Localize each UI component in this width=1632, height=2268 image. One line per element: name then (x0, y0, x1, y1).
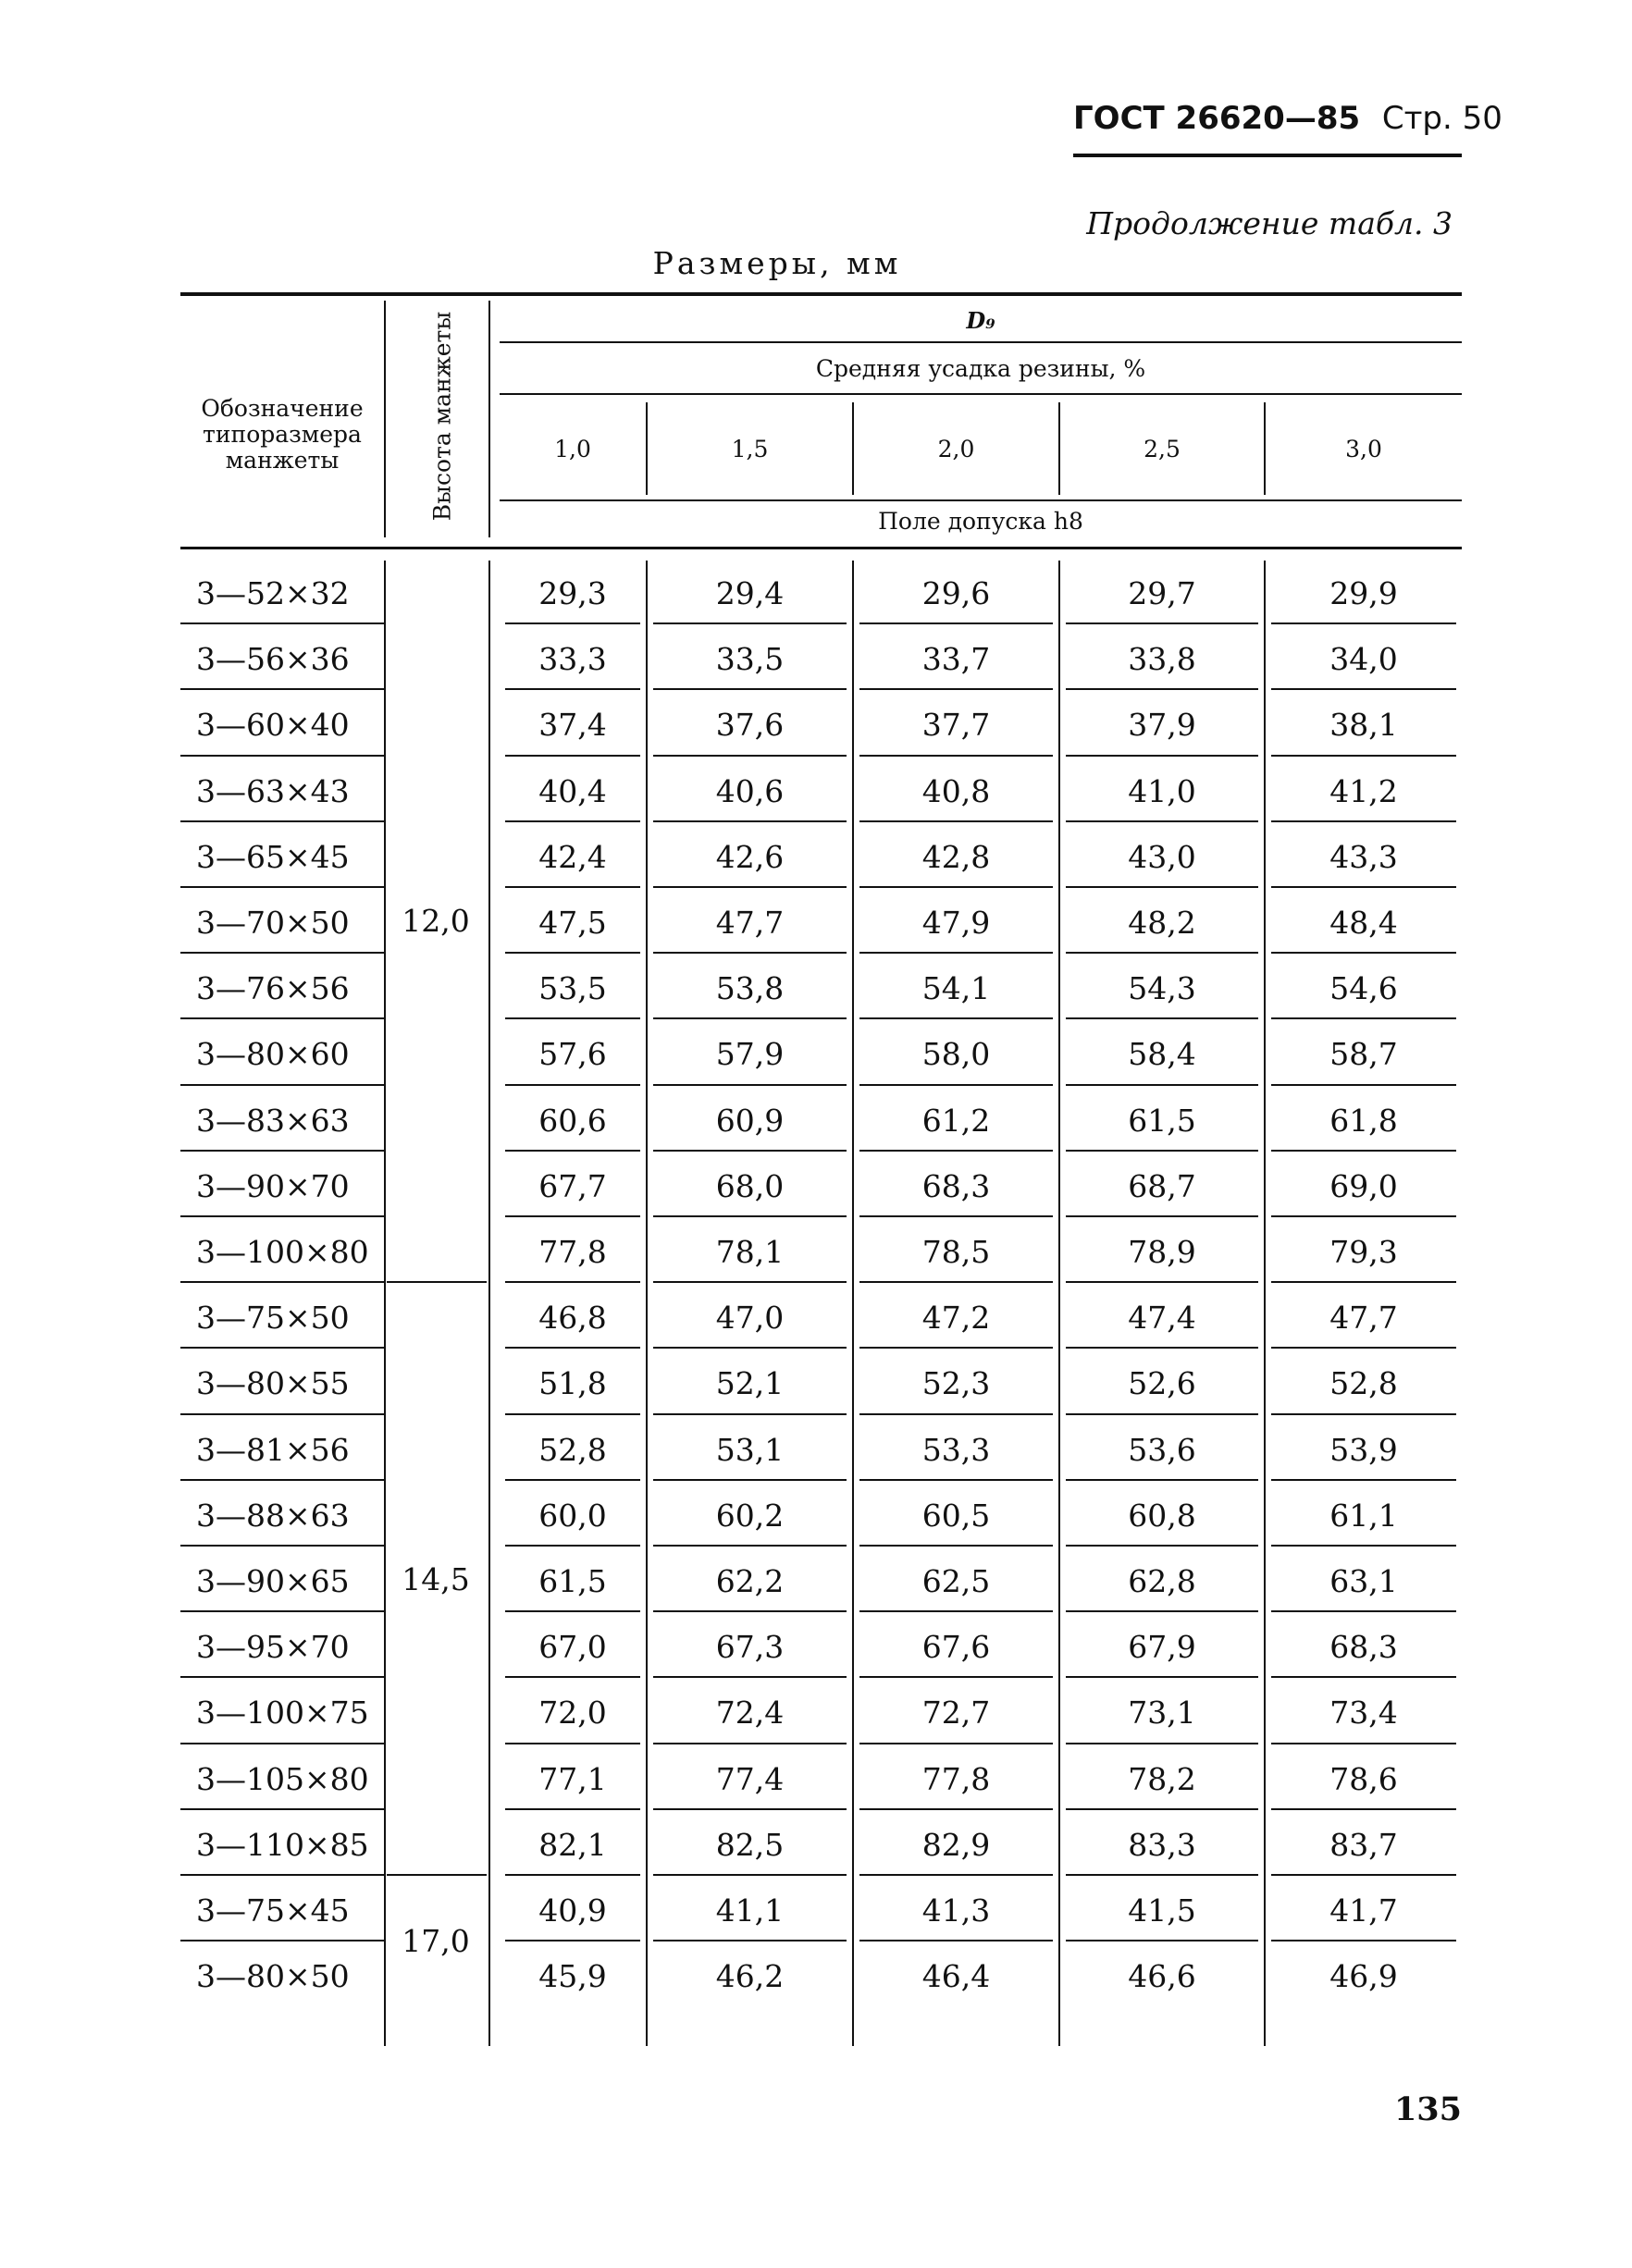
row-rule (505, 622, 640, 624)
row-rule (180, 622, 384, 624)
row-rule (859, 1150, 1053, 1152)
row-rule (505, 1676, 640, 1678)
value-cell: 46,2 (715, 1958, 785, 1995)
value-cell: 82,1 (538, 1826, 607, 1863)
units-caption: Размеры, мм (652, 245, 902, 281)
value-cell: 60,0 (538, 1497, 607, 1534)
designation-cell: 3—83×63 (196, 1102, 350, 1139)
row-rule (1271, 952, 1456, 954)
row-rule (1066, 1017, 1258, 1019)
row-rule (653, 1017, 847, 1019)
row-rule (859, 1808, 1053, 1810)
row-rule (180, 1281, 384, 1283)
value-cell: 43,0 (1128, 838, 1196, 875)
row-rule (653, 1479, 847, 1481)
value-cell: 72,7 (921, 1695, 991, 1732)
row-rule (505, 755, 640, 757)
row-rule (653, 688, 847, 690)
row-rule (653, 1150, 847, 1152)
value-cell: 54,6 (1329, 970, 1398, 1007)
row-rule (505, 1874, 640, 1876)
row-rule (859, 688, 1053, 690)
height-value: 14,5 (402, 1560, 470, 1597)
row-rule (180, 1545, 384, 1547)
row-rule (1066, 1874, 1258, 1876)
row-rule (180, 1940, 384, 1941)
row-rule (1066, 1479, 1258, 1481)
value-cell: 60,5 (921, 1497, 991, 1534)
row-rule (859, 1084, 1053, 1086)
value-cell: 37,9 (1128, 707, 1196, 744)
row-rule (859, 1743, 1053, 1744)
row-rule (653, 1808, 847, 1810)
value-cell: 41,7 (1329, 1892, 1398, 1929)
row-rule (1066, 688, 1258, 690)
row-rule (653, 952, 847, 954)
value-cell: 46,8 (538, 1300, 607, 1337)
row-rule (505, 1150, 640, 1152)
row-rule (653, 1676, 847, 1678)
value-cell: 46,9 (1329, 1958, 1398, 1995)
row-rule (1066, 820, 1258, 822)
row-rule (1066, 1413, 1258, 1415)
designation-cell: 3—80×60 (196, 1036, 350, 1073)
row-rule (1271, 1017, 1456, 1019)
value-cell: 60,9 (715, 1102, 785, 1139)
designation-cell: 3—110×85 (196, 1826, 369, 1863)
designation-cell: 3—56×36 (196, 641, 350, 678)
header-rule-d (500, 341, 1462, 343)
value-cell: 77,4 (715, 1760, 785, 1797)
value-cell: 53,8 (715, 970, 785, 1007)
designation-cell: 3—60×40 (196, 707, 350, 744)
row-rule (505, 1940, 640, 1941)
value-cell: 46,6 (1128, 1958, 1196, 1995)
row-rule (180, 886, 384, 888)
value-cell: 60,2 (715, 1497, 785, 1534)
value-cell: 33,8 (1128, 641, 1196, 678)
shrinkage-3-0: 3,0 (1345, 436, 1382, 462)
row-rule (505, 820, 640, 822)
value-cell: 54,3 (1128, 970, 1196, 1007)
value-cell: 52,8 (1329, 1365, 1398, 1402)
value-cell: 42,4 (538, 838, 607, 875)
row-rule (505, 1215, 640, 1217)
row-rule (653, 1281, 847, 1283)
row-rule (1271, 1150, 1456, 1152)
value-cell: 54,1 (921, 970, 991, 1007)
height-value: 17,0 (402, 1923, 470, 1960)
value-cell: 58,7 (1329, 1036, 1398, 1073)
value-cell: 33,5 (715, 641, 785, 678)
value-cell: 67,6 (921, 1629, 991, 1666)
value-cell: 61,5 (1128, 1102, 1196, 1139)
row-rule (653, 622, 847, 624)
row-rule (653, 1084, 847, 1086)
row-rule (1271, 1676, 1456, 1678)
value-cell: 38,1 (1329, 707, 1398, 744)
designation-cell: 3—88×63 (196, 1497, 350, 1534)
value-cell: 78,5 (921, 1234, 991, 1270)
value-cell: 60,6 (538, 1102, 607, 1139)
row-rule (1271, 1808, 1456, 1810)
value-cell: 78,1 (715, 1234, 785, 1270)
row-rule (180, 1084, 384, 1086)
designation-cell: 3—81×56 (196, 1431, 350, 1468)
row-rule (180, 1413, 384, 1415)
value-cell: 68,7 (1128, 1167, 1196, 1204)
value-cell: 72,0 (538, 1695, 607, 1732)
row-rule (180, 755, 384, 757)
designation-cell: 3—95×70 (196, 1629, 350, 1666)
designation-cell: 3—75×50 (196, 1300, 350, 1337)
value-cell: 77,8 (921, 1760, 991, 1797)
value-cell: 57,9 (715, 1036, 785, 1073)
row-rule (653, 1215, 847, 1217)
standard-number: ГОСТ 26620—85 (1073, 100, 1361, 137)
row-rule (180, 1808, 384, 1810)
value-cell: 62,5 (921, 1563, 991, 1599)
row-rule (180, 1676, 384, 1678)
value-cell: 77,8 (538, 1234, 607, 1270)
value-cell: 67,0 (538, 1629, 607, 1666)
shrinkage-header: Средняя усадка резины, % (815, 355, 1146, 382)
value-cell: 48,4 (1329, 905, 1398, 941)
shrinkage-2-0: 2,0 (937, 436, 975, 462)
row-rule (505, 1281, 640, 1283)
row-rule (180, 1215, 384, 1217)
value-cell: 51,8 (538, 1365, 607, 1402)
value-cell: 41,0 (1128, 772, 1196, 809)
value-cell: 58,4 (1128, 1036, 1196, 1073)
row-rule (859, 1215, 1053, 1217)
value-cell: 29,4 (715, 575, 785, 611)
row-rule (1271, 1874, 1456, 1876)
row-rule (505, 1084, 640, 1086)
row-rule (1066, 1545, 1258, 1547)
value-cell: 37,6 (715, 707, 785, 744)
designation-cell: 3—90×65 (196, 1563, 350, 1599)
designation-cell: 3—63×43 (196, 772, 350, 809)
value-cell: 47,0 (715, 1300, 785, 1337)
row-rule (1066, 1281, 1258, 1283)
value-cell: 41,3 (921, 1892, 991, 1929)
header-rule (1073, 154, 1462, 157)
value-cell: 79,3 (1329, 1234, 1398, 1270)
value-cell: 52,8 (538, 1431, 607, 1468)
header-divider-1 (384, 301, 386, 537)
value-cell: 62,2 (715, 1563, 785, 1599)
row-rule (1066, 622, 1258, 624)
row-rule (180, 1874, 384, 1876)
value-cell: 53,3 (921, 1431, 991, 1468)
row-rule (1066, 1150, 1258, 1152)
value-cell: 29,9 (1329, 575, 1398, 611)
row-rule (505, 688, 640, 690)
header-rule-shrinkage (500, 393, 1462, 395)
value-cell: 83,7 (1329, 1826, 1398, 1863)
row-rule (1271, 688, 1456, 690)
row-rule (1066, 1743, 1258, 1744)
row-rule (859, 622, 1053, 624)
row-rule (180, 1017, 384, 1019)
value-cell: 53,9 (1329, 1431, 1398, 1468)
row-rule (653, 1874, 847, 1876)
value-cell: 73,1 (1128, 1695, 1196, 1732)
body-column-divider (488, 561, 490, 2046)
value-cell: 37,4 (538, 707, 607, 744)
row-rule (859, 886, 1053, 888)
row-rule (1271, 1940, 1456, 1941)
row-rule (1271, 1545, 1456, 1547)
row-rule (505, 1610, 640, 1612)
row-rule (859, 755, 1053, 757)
value-cell: 61,1 (1329, 1497, 1398, 1534)
row-rule (653, 755, 847, 757)
value-cell: 67,7 (538, 1167, 607, 1204)
value-cell: 78,9 (1128, 1234, 1196, 1270)
value-cell: 61,8 (1329, 1102, 1398, 1139)
row-rule (653, 1940, 847, 1941)
row-rule (653, 820, 847, 822)
row-rule (653, 1743, 847, 1744)
row-rule (1066, 1215, 1258, 1217)
designation-cell: 3—100×80 (196, 1234, 369, 1270)
d-column-header: D₉ (966, 307, 995, 334)
value-cell: 33,3 (538, 641, 607, 678)
designation-cell: 3—76×56 (196, 970, 350, 1007)
row-rule (859, 1017, 1053, 1019)
value-cell: 82,5 (715, 1826, 785, 1863)
row-rule (653, 1347, 847, 1349)
designation-cell: 3—105×80 (196, 1760, 369, 1797)
value-cell: 41,2 (1329, 772, 1398, 809)
row-rule (505, 952, 640, 954)
page-number: 135 (1393, 2090, 1462, 2128)
designation-cell: 3—70×50 (196, 905, 350, 941)
row-rule (505, 1545, 640, 1547)
row-rule (180, 1150, 384, 1152)
row-rule (180, 820, 384, 822)
row-rule (1066, 755, 1258, 757)
value-cell: 61,2 (921, 1102, 991, 1139)
row-rule (180, 688, 384, 690)
row-rule (1271, 1084, 1456, 1086)
row-rule (1271, 1479, 1456, 1481)
row-rule (1066, 1940, 1258, 1941)
row-rule (653, 1610, 847, 1612)
row-rule (859, 952, 1053, 954)
shrinkage-1-5: 1,5 (731, 436, 769, 462)
value-cell: 40,4 (538, 772, 607, 809)
designation-cell: 3—100×75 (196, 1695, 369, 1732)
height-value: 12,0 (402, 902, 470, 939)
value-cell: 69,0 (1329, 1167, 1398, 1204)
value-cell: 53,1 (715, 1431, 785, 1468)
value-cell: 48,2 (1128, 905, 1196, 941)
continuation-note: Продолжение табл. 3 (1086, 205, 1453, 241)
row-rule (1066, 886, 1258, 888)
row-rule (653, 1545, 847, 1547)
group-rule (387, 1281, 487, 1283)
value-cell: 34,0 (1329, 641, 1398, 678)
designation-header: Обозначение типоразмера манжеты (201, 395, 364, 474)
row-rule (859, 820, 1053, 822)
designation-cell: 3—80×50 (196, 1958, 350, 1995)
row-rule (1066, 952, 1258, 954)
value-cell: 67,3 (715, 1629, 785, 1666)
row-rule (859, 1281, 1053, 1283)
value-cell: 29,6 (921, 575, 991, 611)
shrinkage-2-5: 2,5 (1144, 436, 1181, 462)
value-cell: 40,6 (715, 772, 785, 809)
row-rule (505, 1347, 640, 1349)
value-cell: 42,8 (921, 838, 991, 875)
row-rule (859, 1413, 1053, 1415)
value-cell: 45,9 (538, 1958, 607, 1995)
row-rule (859, 1874, 1053, 1876)
row-rule (505, 1808, 640, 1810)
value-cell: 29,3 (538, 575, 607, 611)
row-rule (1066, 1676, 1258, 1678)
value-cell: 78,6 (1329, 1760, 1398, 1797)
row-rule (180, 1347, 384, 1349)
row-rule (859, 1610, 1053, 1612)
value-cell: 43,3 (1329, 838, 1398, 875)
value-cell: 82,9 (921, 1826, 991, 1863)
group-rule (387, 1874, 487, 1876)
row-rule (505, 1413, 640, 1415)
shrinkage-1-0: 1,0 (554, 436, 591, 462)
value-cell: 33,7 (921, 641, 991, 678)
row-rule (505, 886, 640, 888)
value-cell: 52,1 (715, 1365, 785, 1402)
value-cell: 41,5 (1128, 1892, 1196, 1929)
row-rule (653, 886, 847, 888)
row-rule (505, 1743, 640, 1744)
value-cell: 53,5 (538, 970, 607, 1007)
row-rule (1271, 622, 1456, 624)
row-rule (1271, 1743, 1456, 1744)
row-rule (180, 1610, 384, 1612)
header-rule-values (500, 499, 1462, 501)
designation-cell: 3—90×70 (196, 1167, 350, 1204)
row-rule (1066, 1808, 1258, 1810)
value-cell: 72,4 (715, 1695, 785, 1732)
row-rule (505, 1479, 640, 1481)
row-rule (1066, 1084, 1258, 1086)
row-rule (859, 1479, 1053, 1481)
value-cell: 78,2 (1128, 1760, 1196, 1797)
row-rule (1271, 1413, 1456, 1415)
row-rule (1271, 820, 1456, 822)
value-cell: 67,9 (1128, 1629, 1196, 1666)
value-cell: 52,3 (921, 1365, 991, 1402)
row-rule (859, 1545, 1053, 1547)
row-rule (1271, 755, 1456, 757)
value-cell: 29,7 (1128, 575, 1196, 611)
value-cell: 47,2 (921, 1300, 991, 1337)
value-cell: 37,7 (921, 707, 991, 744)
value-cell: 61,5 (538, 1563, 607, 1599)
row-rule (653, 1413, 847, 1415)
value-cell: 46,4 (921, 1958, 991, 1995)
designation-cell: 3—65×45 (196, 838, 350, 875)
row-rule (859, 1940, 1053, 1941)
value-cell: 73,4 (1329, 1695, 1398, 1732)
value-cell: 40,9 (538, 1892, 607, 1929)
row-rule (1271, 886, 1456, 888)
row-rule (1271, 1215, 1456, 1217)
row-rule (1271, 1610, 1456, 1612)
value-cell: 63,1 (1329, 1563, 1398, 1599)
height-header: Высота манжеты (428, 311, 456, 522)
page-header (1073, 100, 1502, 137)
designation-cell: 3—52×32 (196, 575, 350, 611)
designation-cell: 3—75×45 (196, 1892, 350, 1929)
value-cell: 47,7 (1329, 1300, 1398, 1337)
value-cell: 68,3 (1329, 1629, 1398, 1666)
row-rule (1066, 1347, 1258, 1349)
row-rule (180, 1743, 384, 1744)
row-rule (180, 1479, 384, 1481)
header-bottom-rule (180, 547, 1462, 549)
table-top-rule (180, 292, 1462, 296)
row-rule (1271, 1281, 1456, 1283)
row-rule (859, 1347, 1053, 1349)
value-cell: 58,0 (921, 1036, 991, 1073)
row-rule (859, 1676, 1053, 1678)
row-rule (1271, 1347, 1456, 1349)
value-cell: 42,6 (715, 838, 785, 875)
page-reference: Стр. 50 (1381, 100, 1502, 137)
value-cell: 83,3 (1128, 1826, 1196, 1863)
value-cell: 77,1 (538, 1760, 607, 1797)
value-cell: 41,1 (715, 1892, 785, 1929)
row-rule (505, 1017, 640, 1019)
value-cell: 52,6 (1128, 1365, 1196, 1402)
value-cell: 53,6 (1128, 1431, 1196, 1468)
value-cell: 40,8 (921, 772, 991, 809)
value-cell: 62,8 (1128, 1563, 1196, 1599)
value-cell: 47,7 (715, 905, 785, 941)
designation-cell: 3—80×55 (196, 1365, 350, 1402)
value-cell: 47,4 (1128, 1300, 1196, 1337)
row-rule (180, 952, 384, 954)
row-rule (1066, 1610, 1258, 1612)
value-cell: 68,0 (715, 1167, 785, 1204)
value-cell: 68,3 (921, 1167, 991, 1204)
value-cell: 47,5 (538, 905, 607, 941)
value-cell: 60,8 (1128, 1497, 1196, 1534)
tolerance-header: Поле допуска h8 (878, 508, 1083, 535)
value-cell: 57,6 (538, 1036, 607, 1073)
value-cell: 47,9 (921, 905, 991, 941)
